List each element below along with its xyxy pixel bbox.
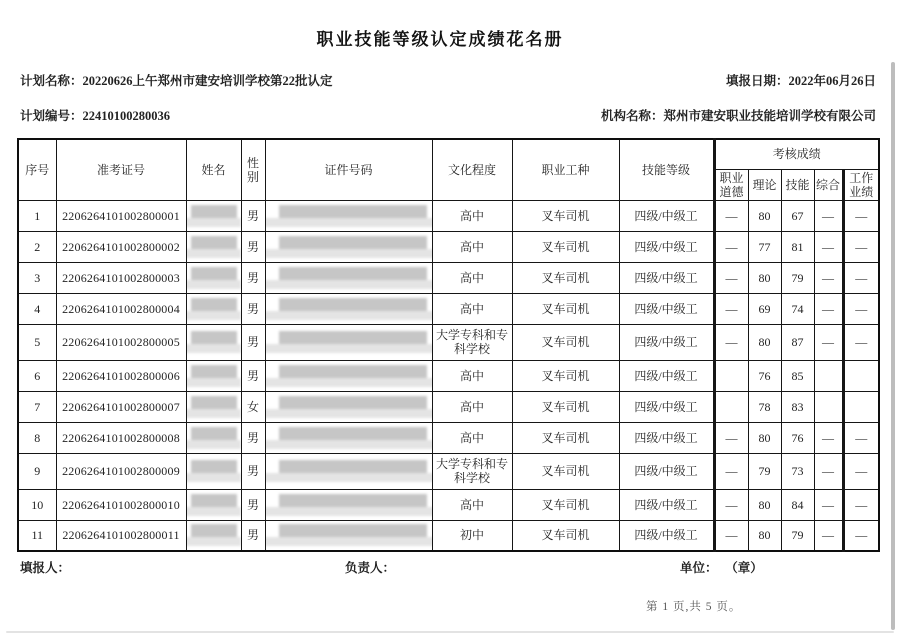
cell-occupation: 叉车司机 bbox=[512, 262, 619, 293]
id-redaction-block bbox=[267, 493, 433, 517]
redacted-idno-cell bbox=[265, 324, 432, 360]
cell-occupation: 叉车司机 bbox=[512, 200, 619, 231]
cell-comp: — bbox=[814, 262, 843, 293]
redacted-name-cell bbox=[186, 422, 241, 453]
cell-comp: — bbox=[814, 520, 843, 551]
cell-ethics: — bbox=[714, 422, 748, 453]
plan-name-value: 20220626上午郑州市建安培训学校第22批认定 bbox=[82, 74, 333, 88]
cell-gender: 男 bbox=[241, 360, 265, 391]
cell-skill: 87 bbox=[781, 324, 814, 360]
cell-ticket: 2206264101002800010 bbox=[56, 489, 186, 520]
table-row bbox=[18, 262, 879, 293]
cell-work bbox=[843, 391, 879, 422]
table-row bbox=[18, 453, 879, 489]
cell-skill: 67 bbox=[781, 200, 814, 231]
cell-occupation: 叉车司机 bbox=[512, 520, 619, 551]
cell-occupation: 叉车司机 bbox=[512, 422, 619, 453]
cell-occupation: 叉车司机 bbox=[512, 453, 619, 489]
cell-seq: 4 bbox=[18, 293, 56, 324]
cell-comp: — bbox=[814, 324, 843, 360]
cell-seq: 9 bbox=[18, 453, 56, 489]
redacted-name-cell bbox=[186, 262, 241, 293]
table-row bbox=[18, 391, 879, 422]
cell-gender: 男 bbox=[241, 231, 265, 262]
cell-ticket: 2206264101002800004 bbox=[56, 293, 186, 324]
cell-comp: — bbox=[814, 200, 843, 231]
redacted-idno-cell bbox=[265, 231, 432, 262]
cell-seq: 6 bbox=[18, 360, 56, 391]
redacted-name-cell bbox=[186, 489, 241, 520]
cell-work: — bbox=[843, 231, 879, 262]
header-occupation: 职业工种 bbox=[512, 139, 619, 200]
table-row bbox=[18, 200, 879, 231]
cell-skill: 76 bbox=[781, 422, 814, 453]
cell-work: — bbox=[843, 324, 879, 360]
cell-level: 四级/中级工 bbox=[619, 391, 714, 422]
report-date-line bbox=[726, 71, 876, 89]
cell-level: 四级/中级工 bbox=[619, 324, 714, 360]
table-row bbox=[18, 489, 879, 520]
cell-theory: 77 bbox=[748, 231, 781, 262]
cell-comp: — bbox=[814, 489, 843, 520]
cell-skill: 79 bbox=[781, 262, 814, 293]
cell-gender: 男 bbox=[241, 262, 265, 293]
cell-gender: 男 bbox=[241, 422, 265, 453]
id-redaction-block bbox=[267, 364, 433, 388]
redacted-idno-cell bbox=[265, 293, 432, 324]
cell-occupation: 叉车司机 bbox=[512, 324, 619, 360]
cell-occupation: 叉车司机 bbox=[512, 293, 619, 324]
redacted-idno-cell bbox=[265, 200, 432, 231]
name-redaction-block bbox=[188, 364, 240, 388]
report-date-value: 2022年06月26日 bbox=[788, 74, 876, 88]
header-gender: 性别 bbox=[241, 139, 265, 200]
redacted-idno-cell bbox=[265, 489, 432, 520]
header-ethics: 职业道德 bbox=[714, 169, 748, 200]
table-row bbox=[18, 422, 879, 453]
page-edge-bottom bbox=[6, 631, 894, 633]
plan-no-line bbox=[20, 106, 170, 124]
cell-skill: 73 bbox=[781, 453, 814, 489]
header-comprehensive: 综合 bbox=[814, 169, 843, 200]
cell-education: 高中 bbox=[432, 422, 512, 453]
header-theory: 理论 bbox=[748, 169, 781, 200]
name-redaction-block bbox=[188, 523, 240, 547]
cell-level: 四级/中级工 bbox=[619, 262, 714, 293]
cell-ethics: — bbox=[714, 324, 748, 360]
redacted-idno-cell bbox=[265, 422, 432, 453]
cell-comp: — bbox=[814, 422, 843, 453]
cell-education: 高中 bbox=[432, 200, 512, 231]
cell-seq: 7 bbox=[18, 391, 56, 422]
redacted-name-cell bbox=[186, 231, 241, 262]
cell-gender: 男 bbox=[241, 200, 265, 231]
cell-ticket: 2206264101002800008 bbox=[56, 422, 186, 453]
cell-skill: 81 bbox=[781, 231, 814, 262]
header-work: 工作业绩 bbox=[843, 169, 879, 200]
org-name-value: 郑州市建安职业技能培训学校有限公司 bbox=[663, 109, 876, 123]
cell-theory: 69 bbox=[748, 293, 781, 324]
cell-theory: 76 bbox=[748, 360, 781, 391]
cell-education: 高中 bbox=[432, 231, 512, 262]
cell-education: 大学专科和专科学校 bbox=[432, 453, 512, 489]
cell-level: 四级/中级工 bbox=[619, 360, 714, 391]
cell-education: 初中 bbox=[432, 520, 512, 551]
plan-no-value: 22410100280036 bbox=[82, 109, 171, 123]
cell-education: 高中 bbox=[432, 293, 512, 324]
cell-education: 高中 bbox=[432, 489, 512, 520]
cell-theory: 80 bbox=[748, 324, 781, 360]
org-name-line bbox=[601, 106, 876, 124]
cell-level: 四级/中级工 bbox=[619, 200, 714, 231]
header-skill: 技能 bbox=[781, 169, 814, 200]
cell-occupation: 叉车司机 bbox=[512, 360, 619, 391]
cell-seq: 10 bbox=[18, 489, 56, 520]
name-redaction-block bbox=[188, 297, 240, 321]
cell-comp: — bbox=[814, 453, 843, 489]
table-row bbox=[18, 324, 879, 360]
cell-gender: 女 bbox=[241, 391, 265, 422]
cell-work: — bbox=[843, 422, 879, 453]
cell-ethics: — bbox=[714, 262, 748, 293]
id-redaction-block bbox=[267, 330, 433, 354]
cell-ticket: 2206264101002800002 bbox=[56, 231, 186, 262]
redacted-name-cell bbox=[186, 520, 241, 551]
cell-ticket: 2206264101002800011 bbox=[56, 520, 186, 551]
report-date-label: 填报日期： bbox=[725, 74, 789, 88]
cell-seq: 5 bbox=[18, 324, 56, 360]
cell-theory: 79 bbox=[748, 453, 781, 489]
manager-label: 负责人： bbox=[345, 561, 396, 575]
cell-comp: — bbox=[814, 293, 843, 324]
plan-name-line bbox=[20, 71, 333, 89]
cell-theory: 80 bbox=[748, 200, 781, 231]
cell-theory: 80 bbox=[748, 520, 781, 551]
table-row bbox=[18, 360, 879, 391]
cell-ticket: 2206264101002800003 bbox=[56, 262, 186, 293]
cell-seq: 11 bbox=[18, 520, 56, 551]
redacted-idno-cell bbox=[265, 520, 432, 551]
cell-work: — bbox=[843, 520, 879, 551]
cell-gender: 男 bbox=[241, 293, 265, 324]
cell-gender: 男 bbox=[241, 489, 265, 520]
id-redaction-block bbox=[267, 395, 433, 419]
name-redaction-block bbox=[188, 266, 240, 290]
table-row bbox=[18, 231, 879, 262]
header-name: 姓名 bbox=[186, 139, 241, 200]
cell-seq: 3 bbox=[18, 262, 56, 293]
cell-work: — bbox=[843, 453, 879, 489]
unit-label-line bbox=[680, 558, 763, 576]
name-redaction-block bbox=[188, 330, 240, 354]
redacted-name-cell bbox=[186, 200, 241, 231]
cell-ticket: 2206264101002800001 bbox=[56, 200, 186, 231]
roster-table bbox=[17, 138, 880, 552]
id-redaction-block bbox=[267, 235, 433, 259]
redacted-idno-cell bbox=[265, 453, 432, 489]
cell-skill: 84 bbox=[781, 489, 814, 520]
cell-ethics: — bbox=[714, 200, 748, 231]
name-redaction-block bbox=[188, 459, 240, 483]
cell-level: 四级/中级工 bbox=[619, 293, 714, 324]
cell-work: — bbox=[843, 262, 879, 293]
cell-comp bbox=[814, 360, 843, 391]
page-number-info: 第 1 页,共 5 页。 bbox=[646, 601, 742, 613]
header-skill-level: 技能等级 bbox=[619, 139, 714, 200]
redacted-name-cell bbox=[186, 360, 241, 391]
cell-level: 四级/中级工 bbox=[619, 453, 714, 489]
cell-education: 高中 bbox=[432, 360, 512, 391]
cell-ticket: 2206264101002800009 bbox=[56, 453, 186, 489]
table-row bbox=[18, 293, 879, 324]
cell-ticket: 2206264101002800005 bbox=[56, 324, 186, 360]
cell-ticket: 2206264101002800007 bbox=[56, 391, 186, 422]
name-redaction-block bbox=[188, 395, 240, 419]
cell-occupation: 叉车司机 bbox=[512, 489, 619, 520]
cell-education: 高中 bbox=[432, 391, 512, 422]
unit-label: 单位： bbox=[680, 561, 718, 575]
plan-name-label: 计划名称： bbox=[20, 74, 83, 88]
filler-label: 填报人： bbox=[20, 561, 71, 575]
cell-work: — bbox=[843, 489, 879, 520]
cell-skill: 74 bbox=[781, 293, 814, 324]
cell-seq: 2 bbox=[18, 231, 56, 262]
cell-ethics: — bbox=[714, 293, 748, 324]
cell-work: — bbox=[843, 293, 879, 324]
id-redaction-block bbox=[267, 297, 433, 321]
redacted-idno-cell bbox=[265, 360, 432, 391]
cell-seq: 1 bbox=[18, 200, 56, 231]
cell-gender: 男 bbox=[241, 453, 265, 489]
cell-gender: 男 bbox=[241, 520, 265, 551]
cell-level: 四级/中级工 bbox=[619, 489, 714, 520]
cell-education: 高中 bbox=[432, 262, 512, 293]
header-scores-group: 考核成绩 bbox=[714, 139, 879, 169]
id-redaction-block bbox=[267, 426, 433, 450]
cell-work bbox=[843, 360, 879, 391]
header-ticket: 准考证号 bbox=[56, 139, 186, 200]
cell-skill: 83 bbox=[781, 391, 814, 422]
name-redaction-block bbox=[188, 426, 240, 450]
page-title: 职业技能等级认定成绩花名册 bbox=[316, 30, 564, 49]
redacted-idno-cell bbox=[265, 262, 432, 293]
cell-theory: 80 bbox=[748, 489, 781, 520]
cell-theory: 80 bbox=[748, 422, 781, 453]
id-redaction-block bbox=[267, 523, 433, 547]
cell-ethics bbox=[714, 391, 748, 422]
cell-level: 四级/中级工 bbox=[619, 422, 714, 453]
table-row bbox=[18, 520, 879, 551]
cell-ethics bbox=[714, 360, 748, 391]
cell-ethics: — bbox=[714, 231, 748, 262]
name-redaction-block bbox=[188, 204, 240, 228]
cell-ethics: — bbox=[714, 453, 748, 489]
redacted-name-cell bbox=[186, 391, 241, 422]
cell-occupation: 叉车司机 bbox=[512, 391, 619, 422]
header-education: 文化程度 bbox=[432, 139, 512, 200]
id-redaction-block bbox=[267, 204, 433, 228]
redacted-name-cell bbox=[186, 453, 241, 489]
cell-theory: 80 bbox=[748, 262, 781, 293]
org-name-label: 机构名称： bbox=[600, 109, 664, 123]
cell-ethics: — bbox=[714, 520, 748, 551]
header-id-no: 证件号码 bbox=[265, 139, 432, 200]
cell-comp: — bbox=[814, 231, 843, 262]
cell-comp bbox=[814, 391, 843, 422]
redacted-name-cell bbox=[186, 293, 241, 324]
page-edge-right bbox=[891, 62, 895, 630]
cell-skill: 79 bbox=[781, 520, 814, 551]
cell-work: — bbox=[843, 200, 879, 231]
unit-seal: （章） bbox=[731, 561, 763, 575]
id-redaction-block bbox=[267, 459, 433, 483]
name-redaction-block bbox=[188, 493, 240, 517]
id-redaction-block bbox=[267, 266, 433, 290]
cell-level: 四级/中级工 bbox=[619, 231, 714, 262]
plan-no-label: 计划编号： bbox=[20, 109, 83, 123]
cell-occupation: 叉车司机 bbox=[512, 231, 619, 262]
cell-theory: 78 bbox=[748, 391, 781, 422]
cell-skill: 85 bbox=[781, 360, 814, 391]
redacted-name-cell bbox=[186, 324, 241, 360]
cell-ticket: 2206264101002800006 bbox=[56, 360, 186, 391]
cell-gender: 男 bbox=[241, 324, 265, 360]
redacted-idno-cell bbox=[265, 391, 432, 422]
name-redaction-block bbox=[188, 235, 240, 259]
cell-ethics: — bbox=[714, 489, 748, 520]
header-seq: 序号 bbox=[18, 139, 56, 200]
cell-education: 大学专科和专科学校 bbox=[432, 324, 512, 360]
cell-seq: 8 bbox=[18, 422, 56, 453]
cell-level: 四级/中级工 bbox=[619, 520, 714, 551]
